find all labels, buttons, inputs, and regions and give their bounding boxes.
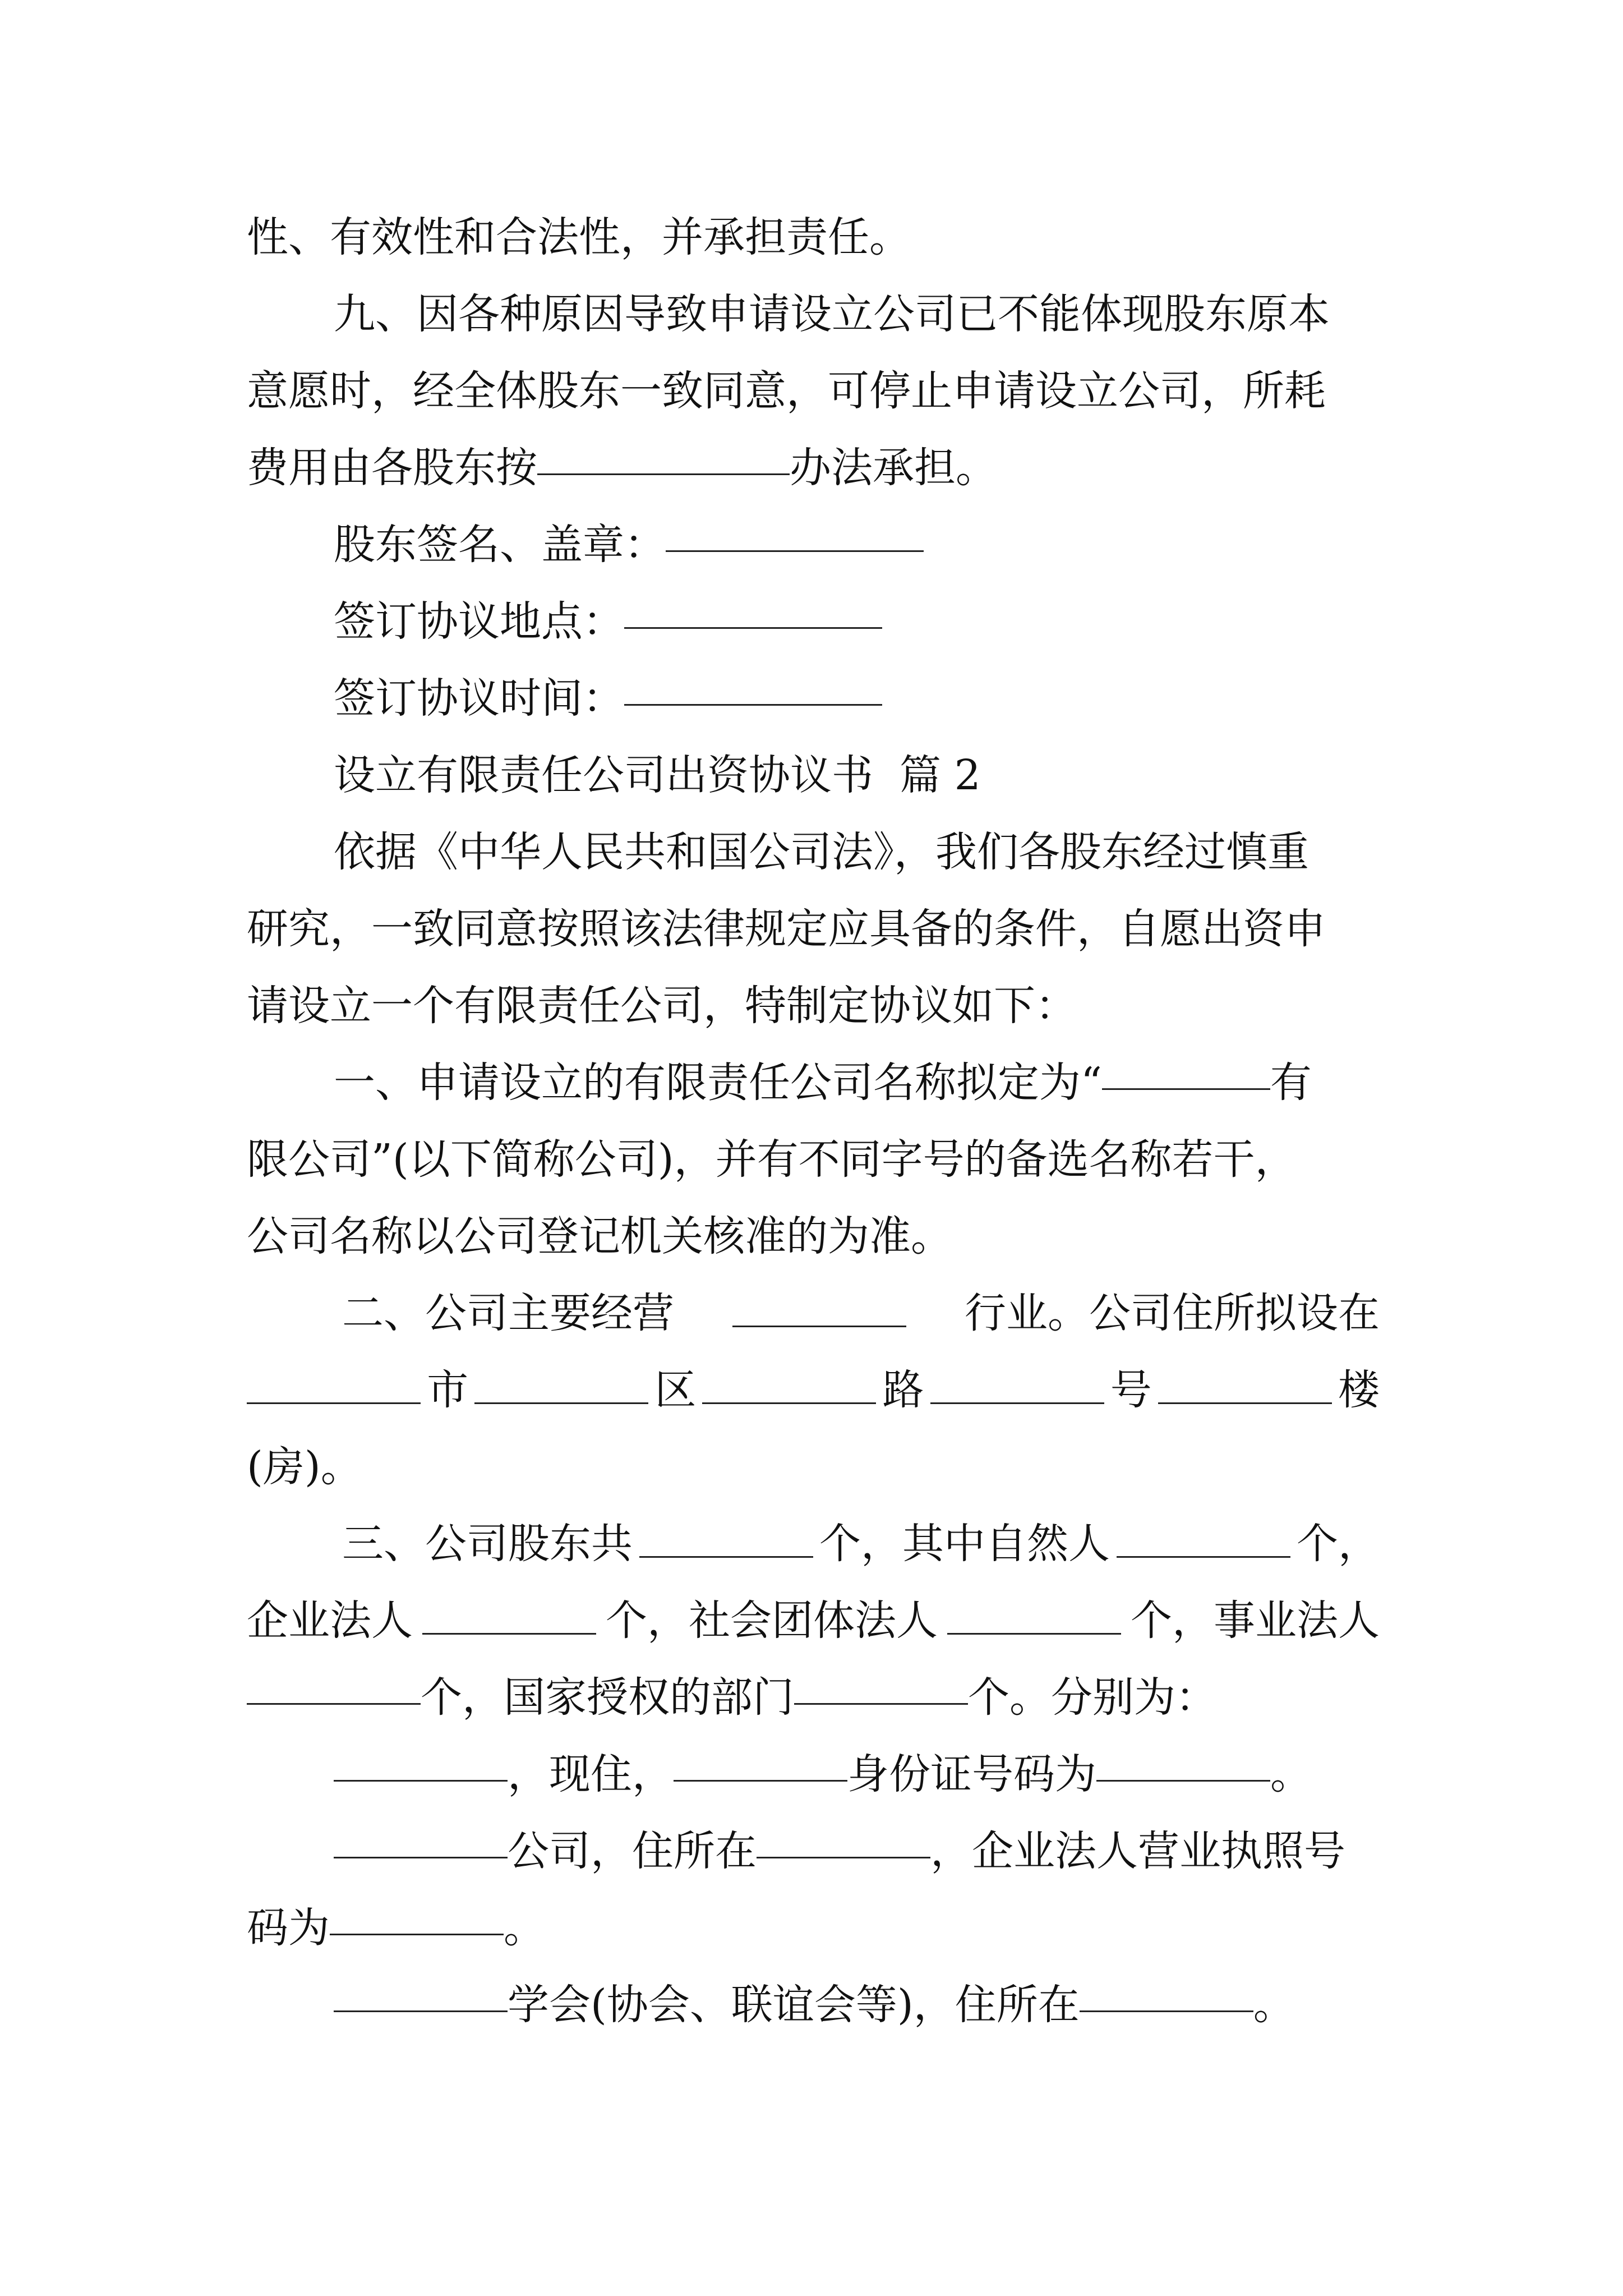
- fill-blank[interactable]: [1102, 1087, 1270, 1090]
- text: ，现住，: [508, 1750, 674, 1798]
- paragraph-line: [247, 1659, 1380, 1736]
- text: 有: [1270, 1059, 1312, 1107]
- fill-blank[interactable]: [732, 1324, 906, 1327]
- text: 个，社会团体法人: [606, 1596, 938, 1645]
- fill-blank[interactable]: [247, 1401, 421, 1404]
- fill-blank[interactable]: [247, 1702, 421, 1705]
- floor-label: 楼: [1338, 1366, 1380, 1414]
- shareholder-line: [247, 1813, 1380, 1890]
- paragraph-line: [247, 1582, 1380, 1659]
- paragraph-line: [247, 1506, 1380, 1582]
- road-label: 路: [882, 1366, 924, 1414]
- paragraph-line: [247, 891, 1380, 968]
- text: 九、因各种原因导致申请设立公司已不能体现股东原本: [334, 290, 1330, 338]
- shareholder-line: [247, 1967, 1380, 2044]
- paragraph-line: [247, 1429, 1380, 1506]
- fill-blank[interactable]: [639, 1555, 813, 1558]
- address-line: [247, 1352, 1380, 1429]
- text: 意愿时，经全体股东一致同意，可停止申请设立公司，所耗: [247, 367, 1326, 415]
- text: 限公司”(以下简称公司)，并有不同字号的备选名称若干，: [247, 1135, 1297, 1184]
- fill-blank[interactable]: [334, 2009, 508, 2012]
- fill-blank[interactable]: [1096, 1779, 1270, 1782]
- text: 依据《中华人民共和国公司法》，我们各股东经过慎重: [334, 828, 1309, 876]
- text: 三、公司股东共: [342, 1520, 633, 1568]
- fill-blank[interactable]: [674, 1779, 847, 1782]
- fill-blank[interactable]: [702, 1401, 876, 1404]
- text: 行业。公司住所拟设在: [965, 1289, 1380, 1337]
- fill-blank[interactable]: [624, 626, 882, 629]
- fill-blank[interactable]: [422, 1632, 596, 1635]
- text: 公司，住所在: [508, 1827, 757, 1875]
- text: 费用由各股东按: [247, 444, 537, 492]
- paragraph-line: [247, 1198, 1380, 1275]
- paragraph-line: [247, 814, 1380, 891]
- text: 个，: [1297, 1520, 1380, 1568]
- fill-blank[interactable]: [474, 1401, 648, 1404]
- fill-blank[interactable]: [1117, 1555, 1290, 1558]
- shareholder-line: [247, 1736, 1380, 1813]
- district-label: 区: [654, 1366, 697, 1414]
- place-line: [247, 583, 1380, 660]
- fill-blank[interactable]: [794, 1702, 968, 1705]
- number-label: 号: [1110, 1366, 1152, 1414]
- text: 企业法人: [247, 1596, 413, 1645]
- text: 个，其中自然人: [819, 1520, 1110, 1568]
- paragraph-line: [247, 968, 1380, 1045]
- text: 身份证号码为: [847, 1750, 1096, 1798]
- fill-blank[interactable]: [624, 703, 882, 706]
- paragraph-line: [247, 276, 1380, 353]
- section-heading: [247, 737, 1380, 814]
- paragraph-line: [247, 430, 1380, 507]
- text: 设立有限责任公司出资协议书 篇 2: [334, 751, 981, 799]
- city-label: 市: [427, 1366, 469, 1414]
- fill-blank[interactable]: [1158, 1401, 1332, 1404]
- document-body: [247, 199, 1380, 2044]
- fill-blank[interactable]: [757, 1856, 930, 1858]
- text: 二、公司主要经营: [342, 1289, 674, 1337]
- text: 性、有效性和合法性，并承担责任。: [247, 213, 911, 261]
- text: 码为: [247, 1904, 330, 1952]
- text: 研究，一致同意按照该法律规定应具备的条件，自愿出资申: [247, 905, 1326, 953]
- text: 个。分别为：: [968, 1673, 1217, 1722]
- text: 签订协议地点：: [334, 597, 624, 646]
- text: 。: [1253, 1981, 1295, 2029]
- fill-blank[interactable]: [666, 549, 924, 552]
- text: 个，国家授权的部门: [421, 1673, 794, 1722]
- text: (房)。: [247, 1443, 362, 1491]
- text: 。: [1270, 1750, 1312, 1798]
- text: 办法承担。: [790, 444, 997, 492]
- paragraph-line: [247, 1121, 1380, 1198]
- time-line: [247, 660, 1380, 737]
- text: 一、申请设立的有限责任公司名称拟定为“: [334, 1059, 1102, 1107]
- paragraph-line: [247, 1890, 1380, 1967]
- paragraph-line: [247, 1275, 1380, 1352]
- text: 股东签名、盖章：: [334, 521, 666, 569]
- fill-blank[interactable]: [330, 1932, 504, 1935]
- text: 个，事业法人: [1131, 1596, 1380, 1645]
- paragraph-line: [247, 199, 1380, 276]
- text: ，企业法人营业执照号: [930, 1827, 1345, 1875]
- paragraph-line: [247, 1045, 1380, 1121]
- fill-blank[interactable]: [1080, 2009, 1253, 2012]
- text: 请设立一个有限责任公司，特制定协议如下：: [247, 982, 1077, 1030]
- signature-line: [247, 507, 1380, 583]
- text: 签订协议时间：: [334, 674, 624, 723]
- paragraph-line: [247, 353, 1380, 430]
- text: 。: [504, 1904, 545, 1952]
- fill-blank[interactable]: [334, 1779, 508, 1782]
- text: 公司名称以公司登记机关核准的为准。: [247, 1212, 952, 1260]
- fill-blank[interactable]: [947, 1632, 1121, 1635]
- fill-blank[interactable]: [930, 1401, 1104, 1404]
- fill-blank[interactable]: [537, 472, 790, 475]
- text: 学会(协会、联谊会等)，住所在: [508, 1981, 1080, 2029]
- fill-blank[interactable]: [334, 1856, 508, 1858]
